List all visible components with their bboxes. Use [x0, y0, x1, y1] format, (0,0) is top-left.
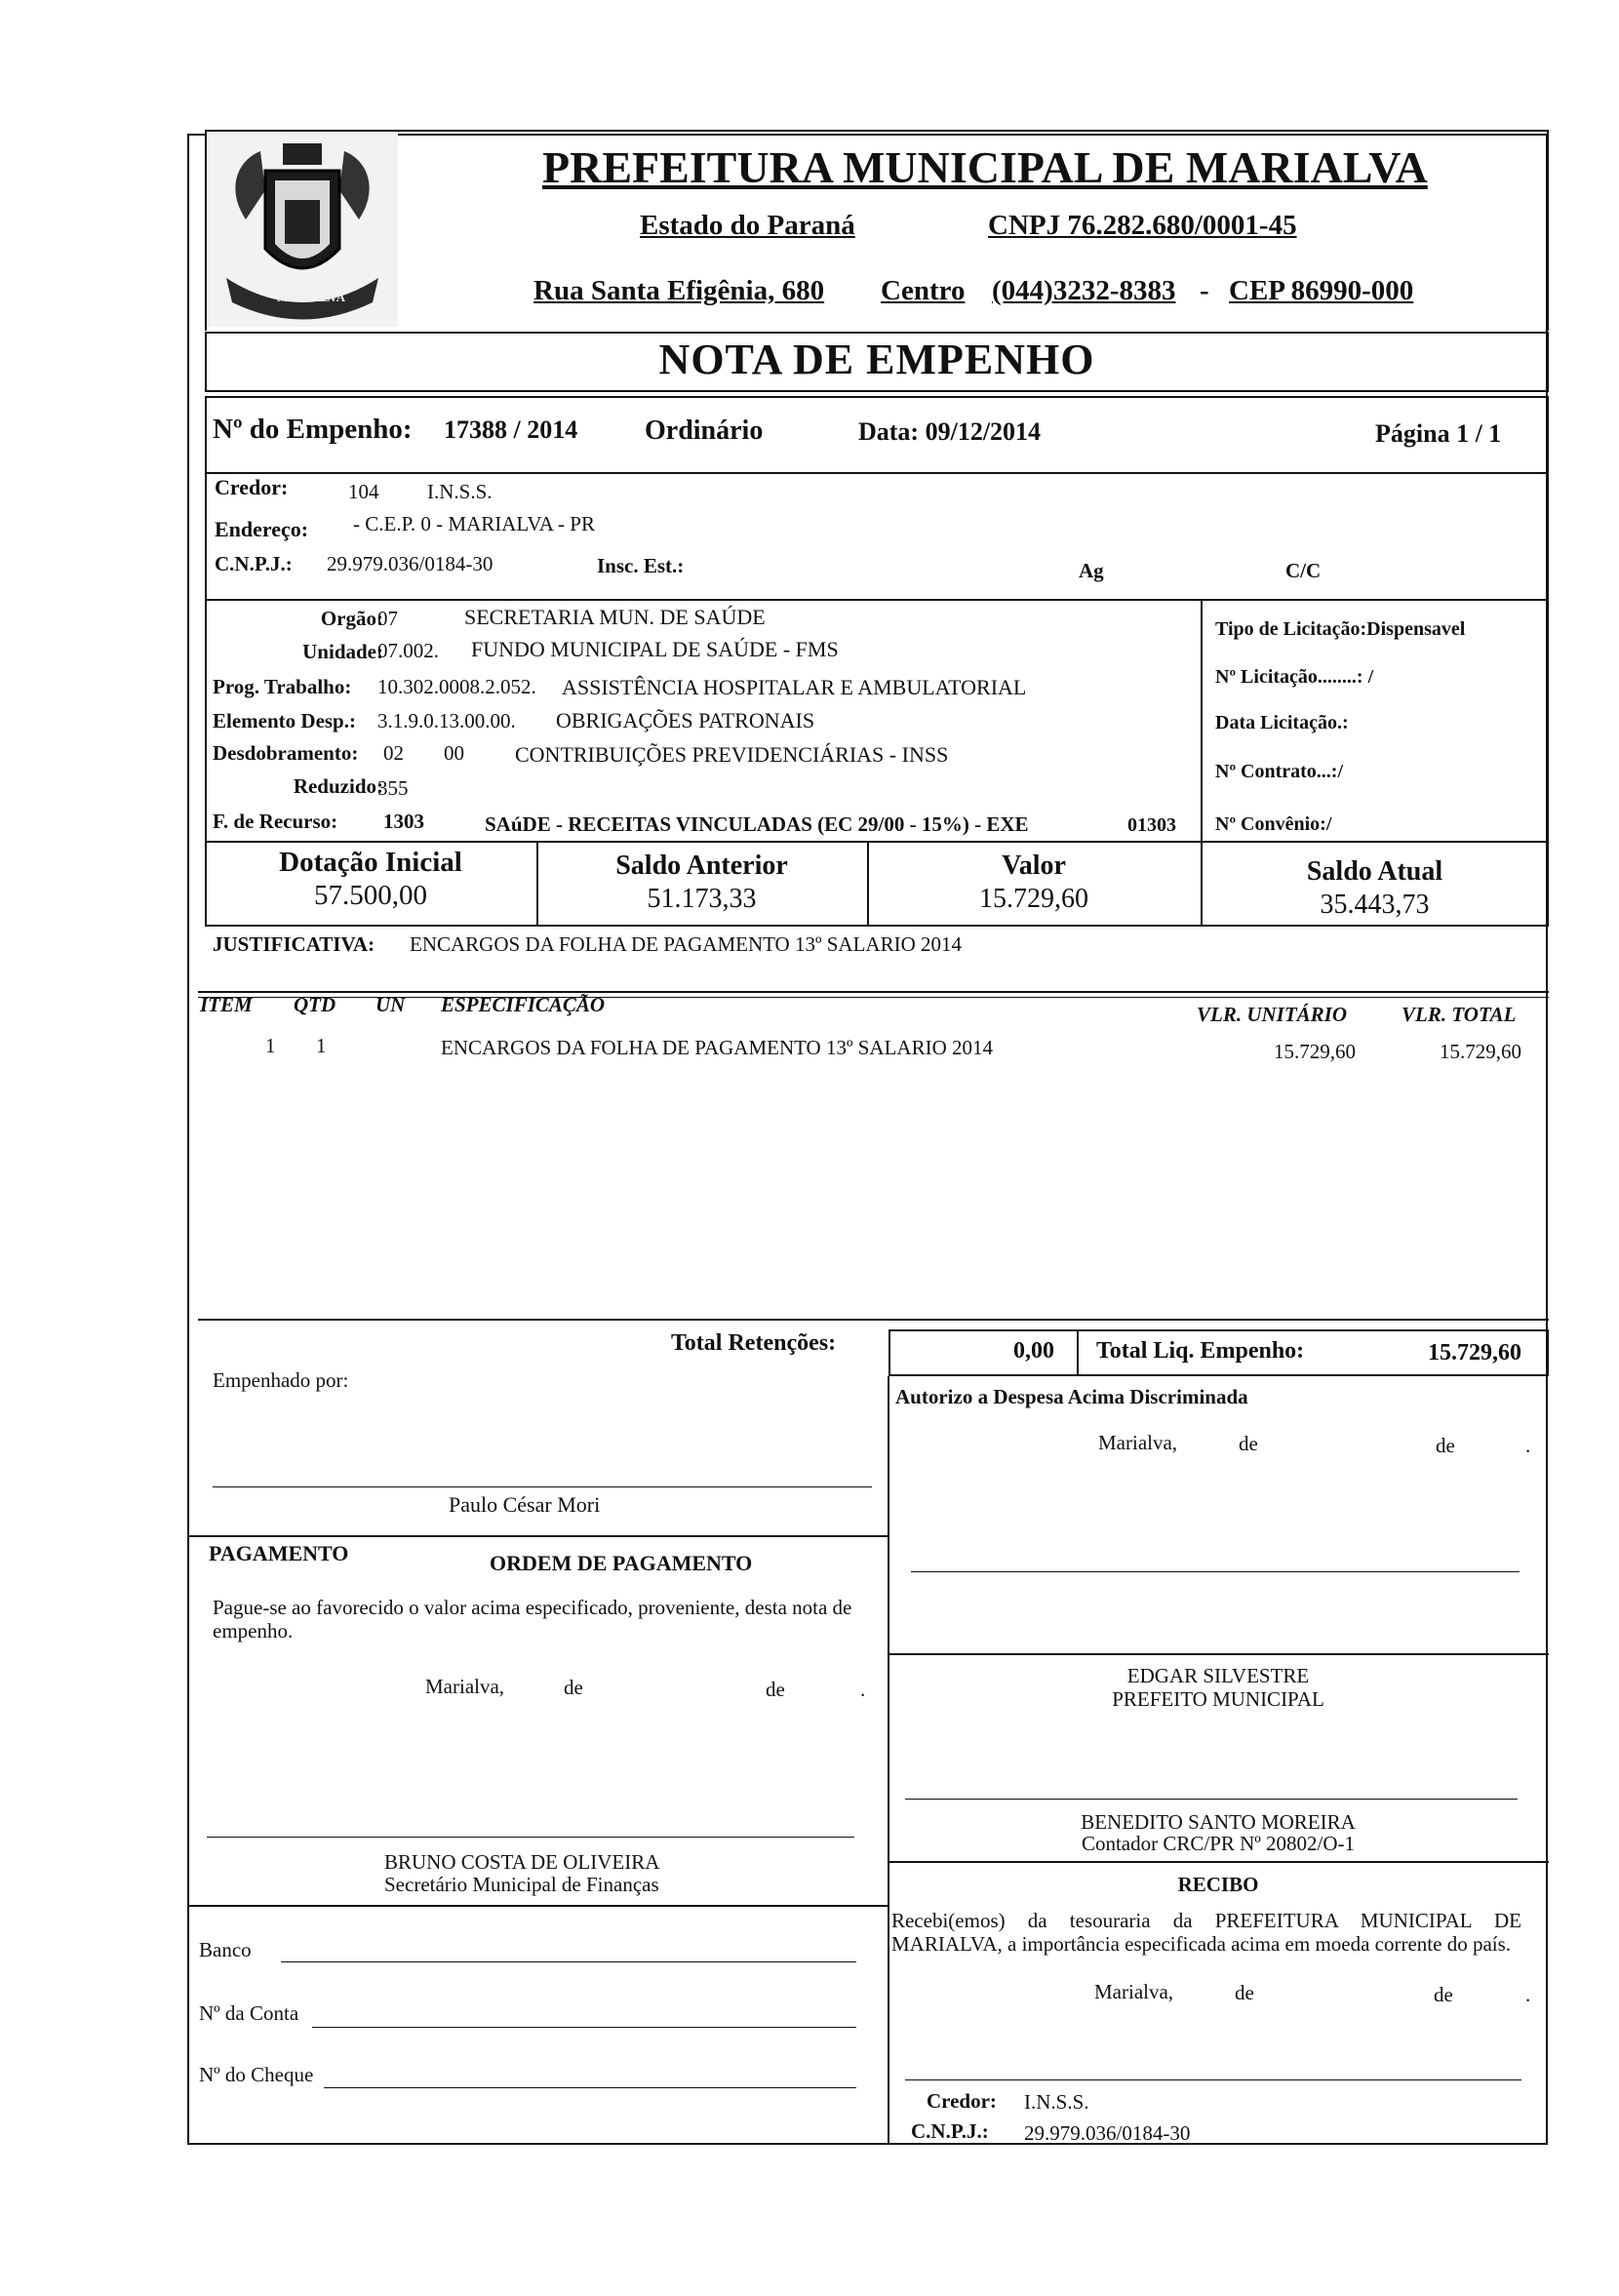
- prefeito-name: EDGAR SILVESTRE: [1126, 1664, 1310, 1687]
- right-dot: .: [1525, 1434, 1531, 1457]
- ag-label: Ag: [1079, 559, 1104, 582]
- empenho-number: 17388 / 2014: [444, 416, 578, 444]
- recibo-label: RECIBO: [1177, 1873, 1259, 1896]
- contador-name: BENEDITO SANTO MOREIRA: [1081, 1810, 1356, 1834]
- right-de2: de: [1436, 1434, 1455, 1457]
- recibo-text: Recebi(emos) da tesouraria da PREFEITURA MUNICIPAL DE MARIALVA, a importância especificada acima em moeda corrente do país.: [891, 1909, 1521, 1956]
- left-pagamento-line: [189, 1535, 888, 1537]
- recibo-credor-label: Credor:: [927, 2089, 997, 2113]
- endereco-label: Endereço:: [215, 517, 309, 541]
- recibo-dot: .: [1525, 1983, 1531, 2006]
- autorizo-sign-line: [911, 1571, 1520, 1572]
- retencoes-value: 0,00: [1013, 1338, 1054, 1364]
- right-prefeito-line: [888, 1653, 1549, 1655]
- col-unit: VLR. UNITÁRIO: [1197, 1003, 1348, 1026]
- recibo-cnpj-value: 29.979.036/0184-30: [1024, 2121, 1191, 2145]
- contador-role: Contador CRC/PR Nº 20802/O-1: [1081, 1832, 1356, 1855]
- saldo-atual-value: 35.443,73: [1320, 890, 1430, 920]
- autorizo-label: Autorizo a Despesa Acima Discriminada: [895, 1385, 1248, 1408]
- credor-code: 104: [348, 480, 379, 503]
- empenhado-label: Empenhado por:: [213, 1368, 349, 1392]
- elem-code: 3.1.9.0.13.00.00.: [377, 709, 516, 732]
- justificativa-label: JUSTIFICATIVA:: [213, 932, 375, 956]
- licitacao-contrato: Nº Contrato...:/: [1215, 761, 1344, 782]
- dotacao-label: Dotação Inicial: [279, 847, 462, 878]
- prefeito-role: PREFEITO MUNICIPAL: [1112, 1687, 1324, 1711]
- elem-name: OBRIGAÇÕES PATRONAIS: [556, 708, 815, 732]
- retencoes-label: Total Retenções:: [671, 1330, 837, 1356]
- row-qtd: 1: [316, 1034, 327, 1057]
- col-spec: ESPECIFICAÇÃO: [441, 993, 606, 1016]
- header-district: Centro: [881, 275, 966, 306]
- prog-label: Prog. Trabalho:: [213, 675, 352, 698]
- recibo-cnpj-label: C.N.P.J.:: [911, 2119, 989, 2143]
- orgao-code: 07: [377, 607, 398, 630]
- licitacao-numero: Nº Licitação........: /: [1215, 666, 1374, 688]
- endereco-value: - C.E.P. 0 - MARIALVA - PR: [353, 512, 595, 535]
- retencoes-div: [1077, 1329, 1079, 1376]
- credor-box: [205, 474, 1549, 601]
- col-total: VLR. TOTAL: [1402, 1003, 1517, 1026]
- empenho-date: Data: 09/12/2014: [858, 417, 1042, 446]
- justificativa-text: ENCARGOS DA FOLHA DE PAGAMENTO 13º SALARIO 2014: [410, 932, 962, 956]
- secretario-name: BRUNO COSTA DE OLIVEIRA: [384, 1850, 660, 1874]
- saldo-atual-label: Saldo Atual: [1306, 856, 1443, 887]
- desd-code1: 02: [383, 741, 404, 765]
- reduzido-value: 355: [377, 776, 409, 800]
- left-de2: de: [766, 1678, 785, 1701]
- unidade-code: 07.002.: [377, 639, 439, 662]
- municipal-crest: [207, 132, 398, 327]
- desd-name: CONTRIBUIÇÕES PREVIDENCIÁRIAS - INSS: [515, 742, 949, 767]
- recurso-name: SAúDE - RECEITAS VINCULADAS (EC 29/00 - 15%) - EXE: [485, 812, 1029, 836]
- left-banco-line: [189, 1905, 888, 1907]
- saldo-anterior-value: 51.173,33: [647, 884, 757, 914]
- secretario-role: Secretário Municipal de Finanças: [384, 1873, 659, 1896]
- prog-code: 10.302.0008.2.052.: [377, 675, 536, 698]
- doc-title: NOTA DE EMPENHO: [658, 336, 1095, 383]
- licitacao-convenio: Nº Convênio:/: [1215, 813, 1332, 835]
- cnpj-value: 29.979.036/0184-30: [327, 552, 494, 575]
- pague-text: Pague-se ao favorecido o valor acima especificado, proveniente, desta nota de empenho.: [213, 1596, 852, 1643]
- budget-divider: [1201, 599, 1203, 843]
- credor-name: I.N.S.S.: [427, 480, 493, 503]
- conta-label: Nº da Conta: [199, 2001, 299, 2025]
- recurso-label: F. de Recurso:: [213, 810, 338, 833]
- cheque-label: Nº do Cheque: [199, 2063, 314, 2086]
- recibo-de1: de: [1235, 1981, 1254, 2004]
- cc-label: C/C: [1285, 559, 1322, 582]
- row-item: 1: [265, 1034, 276, 1057]
- row-total: 15.729,60: [1440, 1040, 1521, 1063]
- header-cnpj: CNPJ 76.282.680/0001-45: [988, 210, 1297, 241]
- recibo-city: Marialva,: [1094, 1980, 1174, 2003]
- insc-label: Insc. Est.:: [597, 554, 685, 577]
- secretario-sign-line: [207, 1837, 854, 1838]
- bottom-center-divider: [888, 1376, 889, 2145]
- unidade-name: FUNDO MUNICIPAL DE SAÚDE - FMS: [471, 637, 839, 661]
- header-street: Rua Santa Efigênia, 680: [533, 275, 825, 306]
- empenhado-name: Paulo César Mori: [449, 1492, 601, 1517]
- right-de1: de: [1239, 1432, 1258, 1455]
- empenho-type: Ordinário: [645, 416, 764, 446]
- licitacao-tipo: Tipo de Licitação:Dispensavel: [1215, 618, 1466, 640]
- banco-label: Banco: [199, 1938, 252, 1961]
- valor-label: Valor: [1002, 851, 1066, 881]
- recurso-code: 1303: [383, 810, 424, 833]
- cnpj-label: C.N.P.J.:: [215, 552, 293, 575]
- dotacao-value: 57.500,00: [314, 880, 427, 911]
- recibo-credor-value: I.N.S.S.: [1024, 2090, 1089, 2114]
- ordem-label: ORDEM DE PAGAMENTO: [490, 1551, 753, 1575]
- prog-name: ASSISTÊNCIA HOSPITALAR E AMBULATORIAL: [562, 675, 1027, 699]
- header-title: PREFEITURA MUNICIPAL DE MARIALVA: [542, 142, 1428, 192]
- recibo-sign-line: [905, 2079, 1521, 2080]
- saldo-anterior-label: Saldo Anterior: [615, 851, 788, 881]
- empenho-label: Nº do Empenho:: [213, 414, 413, 445]
- recibo-de2: de: [1434, 1983, 1453, 2006]
- header-cep: CEP 86990-000: [1229, 275, 1414, 306]
- left-de1: de: [564, 1676, 583, 1699]
- right-city: Marialva,: [1098, 1431, 1178, 1454]
- right-recibo-line: [888, 1861, 1549, 1863]
- col-item: ITEM: [200, 993, 253, 1016]
- header-phone: (044)3232-8383: [992, 275, 1176, 306]
- left-dot: .: [860, 1678, 866, 1701]
- row-unit: 15.729,60: [1274, 1040, 1356, 1063]
- liq-value: 15.729,60: [1428, 1340, 1521, 1366]
- reduzido-label: Reduzido:: [293, 774, 383, 798]
- valor-value: 15.729,60: [979, 884, 1088, 914]
- liq-label: Total Liq. Empenho:: [1096, 1338, 1305, 1364]
- banco-line[interactable]: [281, 1961, 856, 1962]
- pagamento-label: PAGAMENTO: [209, 1541, 349, 1565]
- left-city: Marialva,: [425, 1675, 505, 1698]
- unidade-label: Unidade:: [302, 640, 383, 663]
- desd-code2: 00: [444, 741, 464, 765]
- elem-label: Elemento Desp.:: [213, 709, 356, 732]
- header-state: Estado do Paraná: [640, 210, 855, 241]
- credor-label: Credor:: [215, 475, 289, 499]
- orgao-label: Orgão:: [320, 607, 383, 630]
- cheque-line[interactable]: [324, 2087, 856, 2088]
- row-spec: ENCARGOS DA FOLHA DE PAGAMENTO 13º SALARIO 2014: [441, 1036, 993, 1059]
- col-un: UN: [375, 993, 406, 1016]
- empenho-page: Página 1 / 1: [1375, 419, 1502, 448]
- crest-motto: MARIALVA: [277, 290, 346, 304]
- empenhado-sign-line: [213, 1486, 872, 1487]
- header-dash: -: [1200, 275, 1209, 306]
- col-qtd: QTD: [294, 993, 336, 1016]
- orgao-name: SECRETARIA MUN. DE SAÚDE: [464, 605, 766, 629]
- totals-top-line: [198, 1319, 1549, 1321]
- conta-line[interactable]: [312, 2027, 856, 2028]
- contador-sign-line: [905, 1799, 1518, 1800]
- recurso-code2: 01303: [1127, 814, 1176, 836]
- desd-label: Desdobramento:: [213, 741, 359, 765]
- licitacao-data: Data Licitação.:: [1215, 712, 1349, 733]
